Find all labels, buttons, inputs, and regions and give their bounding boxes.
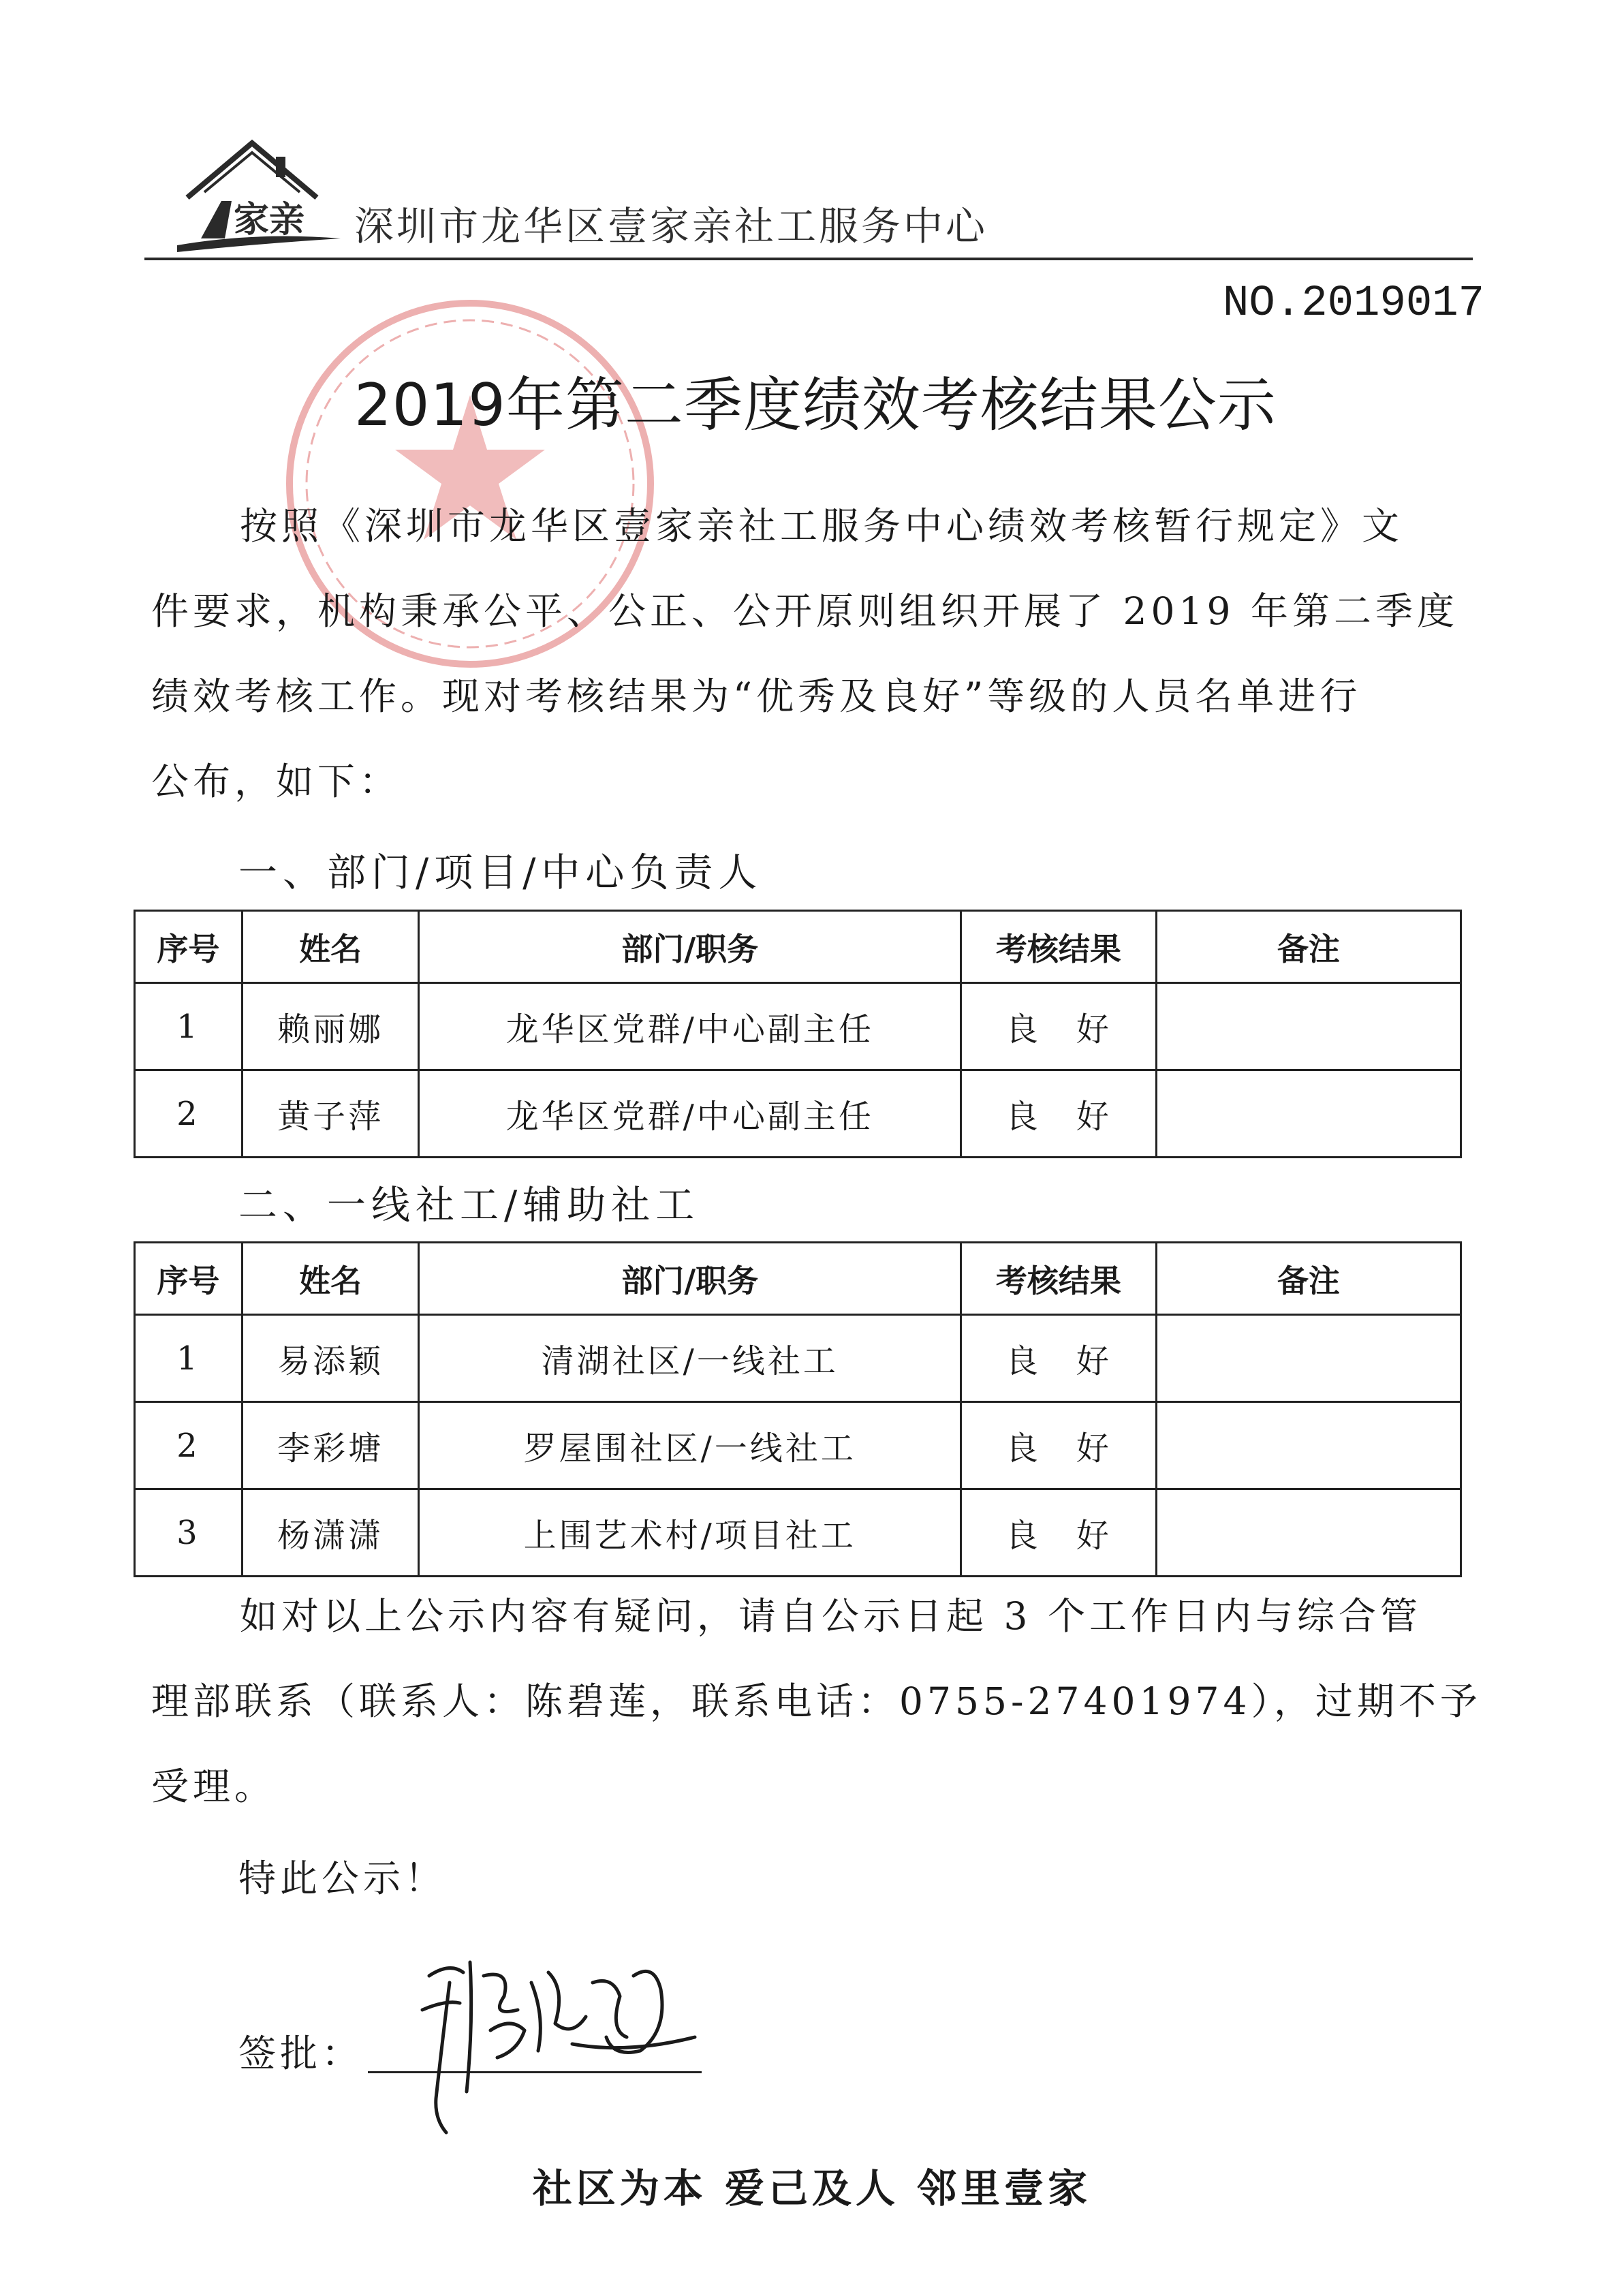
cell-remark — [1156, 1070, 1461, 1158]
document-title: 2019年第二季度绩效考核结果公示 — [354, 371, 1277, 439]
cell-dept: 清湖社区/一线社工 — [419, 1315, 961, 1402]
intro-line: 绩效考核工作。现对考核结果为“优秀及良好”等级的人员名单进行 — [151, 675, 1362, 718]
table-row — [135, 1489, 1461, 1577]
cell-no: 1 — [135, 983, 243, 1070]
header-divider — [144, 258, 1473, 260]
table-row — [135, 983, 1461, 1070]
organization-name: 深圳市龙华区壹家亲社工服务中心 — [354, 203, 988, 249]
cell-name: 黄子萍 — [242, 1070, 419, 1158]
section-2-heading: 二、一线社工/辅助社工 — [238, 1183, 700, 1228]
cell-remark — [1156, 1315, 1461, 1402]
cell-dept: 上围艺术村/项目社工 — [419, 1489, 961, 1577]
section-1-heading: 一、部门/项目/中心负责人 — [238, 850, 763, 895]
header-name: 姓名 — [242, 911, 419, 983]
header-no: 序号 — [135, 911, 243, 983]
cell-name: 赖丽娜 — [242, 983, 419, 1070]
document-number: NO.2019017 — [1223, 279, 1485, 328]
cell-no: 2 — [135, 1070, 243, 1158]
leaders-table — [134, 910, 1462, 1158]
handwritten-signature-icon — [409, 1935, 715, 2139]
social-workers-table — [134, 1241, 1462, 1577]
closing-line: 理部联系（联系人：陈碧莲，联系电话：0755-27401974），过期不予 — [151, 1679, 1482, 1723]
header-no: 序号 — [135, 1243, 243, 1315]
header-result: 考核结果 — [961, 911, 1157, 983]
cell-no: 3 — [135, 1489, 243, 1577]
header-dept: 部门/职务 — [419, 1243, 961, 1315]
cell-no: 1 — [135, 1315, 243, 1402]
cell-remark — [1156, 1402, 1461, 1489]
organization-logo-icon — [174, 136, 344, 255]
table-row — [135, 1070, 1461, 1158]
table-row — [135, 1402, 1461, 1489]
intro-paragraph — [151, 484, 1480, 824]
logo-text: 家亲 — [234, 200, 305, 241]
header-dept: 部门/职务 — [419, 911, 961, 983]
table-row — [135, 1315, 1461, 1402]
header-remark: 备注 — [1156, 1243, 1461, 1315]
cell-result: 良 好 — [961, 1402, 1157, 1489]
hereby-announce: 特此公示！ — [238, 1857, 447, 1900]
cell-name: 杨潇潇 — [242, 1489, 419, 1577]
cell-dept: 龙华区党群/中心副主任 — [419, 1070, 961, 1158]
closing-line: 受理。 — [151, 1765, 277, 1808]
cell-remark — [1156, 983, 1461, 1070]
cell-result: 良 好 — [961, 1070, 1157, 1158]
header-remark: 备注 — [1156, 911, 1461, 983]
cell-dept: 龙华区党群/中心副主任 — [419, 983, 961, 1070]
signature-label: 签批： — [238, 2032, 364, 2075]
closing-line: 如对以上公示内容有疑问，请自公示日起 3 个工作日内与综合管 — [240, 1594, 1422, 1638]
table-header-row — [135, 911, 1461, 983]
cell-result: 良 好 — [961, 1489, 1157, 1577]
cell-name: 易添颖 — [242, 1315, 419, 1402]
table-header-row — [135, 1243, 1461, 1315]
header-result: 考核结果 — [961, 1243, 1157, 1315]
cell-no: 2 — [135, 1402, 243, 1489]
organization-slogan: 社区为本 爱己及人 邻里壹家 — [532, 2165, 1092, 2212]
cell-result: 良 好 — [961, 1315, 1157, 1402]
header-name: 姓名 — [242, 1243, 419, 1315]
cell-dept: 罗屋围社区/一线社工 — [419, 1402, 961, 1489]
intro-line: 件要求，机构秉承公平、公正、公开原则组织开展了 2019 年第二季度 — [151, 589, 1458, 633]
closing-paragraph — [151, 1574, 1486, 1829]
cell-remark — [1156, 1489, 1461, 1577]
intro-line: 公布，如下： — [151, 760, 401, 803]
cell-name: 李彩塘 — [242, 1402, 419, 1489]
intro-line: 按照《深圳市龙华区壹家亲社工服务中心绩效考核暂行规定》文 — [240, 504, 1404, 548]
cell-result: 良 好 — [961, 983, 1157, 1070]
